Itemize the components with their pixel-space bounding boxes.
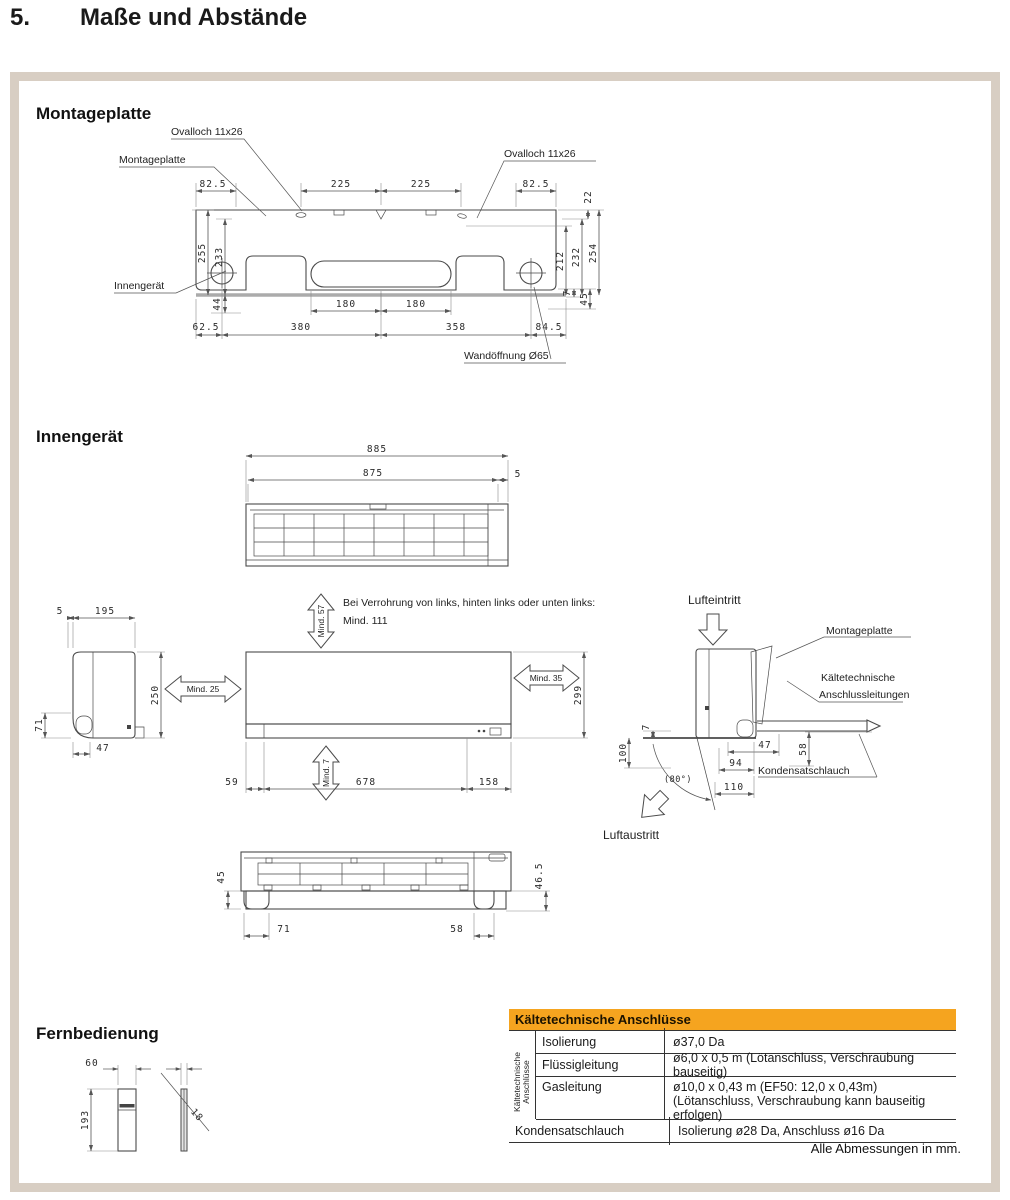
dim-62-5: 62.5 [192, 322, 220, 333]
section-number: 5. [10, 4, 31, 31]
air-outlet-arrow [632, 785, 674, 827]
dim-254: 254 [588, 242, 599, 264]
kondensatschlauch-label: Kondensatschlauch [758, 765, 850, 777]
table-rotated-group-label [509, 1031, 536, 1119]
dim-678: 678 [355, 777, 377, 788]
innengeraet-callout: Innengerät [114, 280, 165, 292]
dim-60: 60 [85, 1058, 99, 1069]
dim-158: 158 [478, 777, 500, 788]
dim-46-5: 46.5 [534, 862, 545, 890]
indoor-unit-bottom-view [206, 841, 576, 976]
clearance-right-label: Mind. 35 [529, 673, 563, 683]
dim-45: 45 [579, 292, 590, 306]
dim-58-bottom: 58 [450, 924, 464, 935]
dim-22: 22 [583, 190, 594, 204]
dim-71-bottom: 71 [277, 924, 291, 935]
dim-195: 195 [94, 606, 116, 617]
wandoeffnung-callout: Wandöffnung Ø65 [464, 350, 549, 362]
heading-fernbedienung: Fernbedienung [36, 1024, 159, 1043]
row-label: Gasleitung [536, 1077, 665, 1119]
unit-top-tab [370, 504, 386, 509]
dim-100: 100 [618, 742, 629, 764]
dim-225-left: 225 [330, 179, 352, 190]
dim-44: 44 [212, 297, 223, 311]
dim-233: 233 [214, 246, 225, 268]
clearance-bottom-label: Mind. 7 [321, 759, 331, 787]
dim-250: 250 [150, 684, 161, 706]
dim-180-left: 180 [335, 299, 357, 310]
dim-82-5-left: 82.5 [199, 179, 227, 190]
clearance-top-label: Mind. 57 [316, 604, 326, 638]
rot-label-line2: Anschlüsse [521, 1060, 531, 1104]
oval-hole-left [296, 213, 306, 218]
dim-7: 7 [562, 289, 573, 297]
tilted-mounting-plate [751, 646, 772, 724]
dim-7-install: 7 [641, 723, 652, 731]
ovalloch-label-right: Ovalloch 11x26 [504, 148, 576, 160]
heading-montageplatte: Montageplatte [36, 104, 152, 123]
dim-18: 18 [188, 1106, 206, 1125]
dim-885: 885 [366, 444, 388, 455]
left-foot [244, 891, 269, 909]
rot-label-line1: Kältetechnische [512, 1052, 522, 1113]
center-slot [311, 261, 451, 287]
dim-59: 59 [225, 777, 239, 788]
montageplatte-drawing [96, 123, 616, 375]
mounting-plate-outline [196, 210, 556, 290]
piping-note-line1: Bei Verrohrung von links, hinten links oder unten links: [343, 597, 596, 609]
dim-5: 5 [514, 469, 522, 480]
dim-45-bottom: 45 [216, 870, 227, 884]
dim-82-5-right: 82.5 [522, 179, 550, 190]
dim-299: 299 [573, 684, 584, 706]
table-row [536, 1077, 956, 1120]
dim-255: 255 [197, 242, 208, 264]
dim-94: 94 [729, 758, 743, 769]
side-drain-detail [76, 716, 92, 734]
dim-232: 232 [571, 246, 582, 268]
kaelte-label-1: Kältetechnische [821, 672, 896, 684]
pipe-elbow [737, 720, 753, 737]
heading-innengeraet: Innengerät [36, 427, 123, 446]
row-label: Kondensatschlauch [509, 1117, 670, 1145]
montageplatte-install-label: Montageplatte [826, 625, 893, 637]
row-value: ø10,0 x 0,43 m (EF50: 12,0 x 0,43m) (Lötanschluss, Verschraubung kann bauseitig erfolgen) [673, 1080, 926, 1122]
dim-side-5: 5 [56, 606, 64, 617]
right-foot [474, 891, 494, 909]
row-value: ø37,0 Da [673, 1035, 725, 1049]
luftaustritt-label: Luftaustritt [603, 828, 660, 842]
ovalloch-label-left: Ovalloch 11x26 [171, 126, 243, 138]
row-label: Isolierung [536, 1028, 665, 1056]
montageplatte-callout: Montageplatte [119, 154, 186, 166]
clearance-left-label: Mind. 25 [186, 684, 220, 694]
table-row [509, 1120, 956, 1143]
indoor-unit-front-view [165, 594, 595, 800]
clearance-views [31, 586, 961, 861]
refrigerant-pipe [757, 720, 880, 732]
dim-380: 380 [290, 322, 312, 333]
oval-hole-right [457, 213, 467, 219]
dim-193: 193 [80, 1109, 91, 1131]
air-inlet-arrow [699, 614, 727, 645]
bottom-lower-section [246, 891, 506, 909]
content-frame [10, 72, 1000, 1192]
top-tab-right [426, 210, 436, 215]
row-value: ø6,0 x 0,5 m (Lötanschluss, Verschraubung bauseitig) [673, 1051, 915, 1079]
dim-225-right: 225 [410, 179, 432, 190]
dim-212: 212 [555, 250, 566, 272]
front-flap-strip [246, 724, 511, 738]
row-label: Flüssigleitung [536, 1051, 665, 1079]
top-tab-left [334, 210, 344, 215]
lufteintritt-label: Lufteintritt [688, 593, 741, 607]
page-title: Maße und Abstände [80, 4, 308, 31]
table-row [536, 1051, 956, 1079]
dim-47-side: 47 [96, 743, 110, 754]
remote-display-band [120, 1104, 135, 1108]
dim-47-install: 47 [758, 740, 772, 751]
row-value: Isolierung ø28 Da, Anschluss ø16 Da [678, 1124, 885, 1138]
piping-note-line2: Mind. 111 [343, 615, 388, 627]
table-header: Kältetechnische Anschlüsse [509, 1009, 956, 1031]
remote-control-drawing [56, 1039, 256, 1174]
indoor-unit-top-view [226, 438, 526, 578]
dimensions-note: Alle Abmessungen in mm. [810, 1141, 961, 1156]
dim-875: 875 [362, 468, 384, 479]
front-body [246, 652, 511, 724]
display-window [490, 728, 501, 735]
connections-table [509, 1009, 956, 1143]
flap-angle-label: (80°) [663, 775, 693, 785]
grille-outline [254, 514, 488, 556]
center-notch [376, 210, 386, 219]
unit-top-body [246, 504, 508, 566]
dim-84-5: 84.5 [535, 322, 563, 333]
indoor-unit-side-view [34, 606, 165, 758]
remote-front [118, 1089, 136, 1151]
side-indicator [127, 725, 131, 729]
dim-358: 358 [445, 322, 467, 333]
dim-110: 110 [723, 782, 745, 793]
dim-71-side: 71 [34, 718, 45, 732]
install-side-view [603, 593, 911, 842]
kaelte-label-2: Anschlussleitungen [819, 689, 910, 701]
dim-180-right: 180 [405, 299, 427, 310]
dim-58-install: 58 [798, 742, 809, 756]
bottom-vent-detail [489, 854, 505, 861]
install-unit-body [696, 649, 756, 738]
